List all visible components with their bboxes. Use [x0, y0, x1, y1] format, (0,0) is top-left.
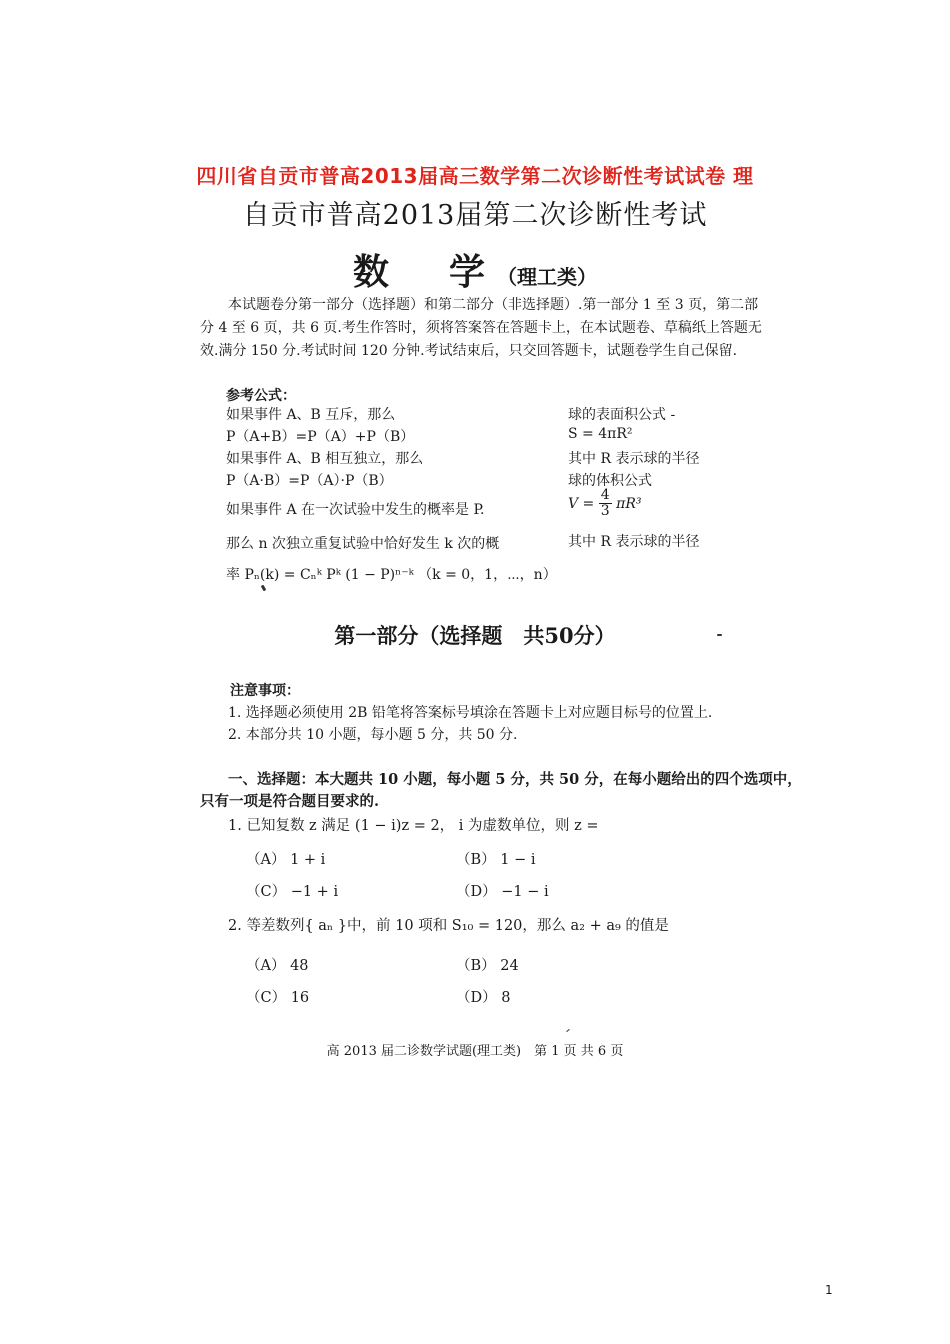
formula-left-6: 那么 n 次独立重复试验中恰好发生 k 次的概 — [226, 536, 500, 552]
part-intro-line: 一、选择题：本大题共 10 小题，每小题 5 分，共 50 分，在每小题给出的四个选项中， — [228, 771, 802, 788]
scan-speck — [717, 634, 722, 636]
reference-heading: 参考公式： — [226, 388, 296, 404]
volume-rhs: πR³ — [616, 495, 642, 512]
intro-line: 效.满分 150 分.考试时间 120 分钟.考试结束后，只交回答题卡，试题卷学生自己保留. — [200, 343, 738, 359]
formula-right-3: 其中 R 表示球的半径 — [568, 451, 700, 467]
formula-left-4: P（A·B）=P（A）·P（B） — [226, 473, 393, 489]
intro-line: 本试题卷分第一部分（选择题）和第二部分（非选择题）.第一部分 1 至 3 页，第二部 — [228, 297, 759, 313]
question-2-stem: 2. 等差数列{ aₙ }中，前 10 项和 S₁₀ = 120，那么 a₂ + a₉ 的值是 — [228, 918, 669, 934]
formula-right-2: S = 4πR² — [568, 426, 633, 442]
question-2-option-c: （C） 16 — [246, 990, 310, 1006]
page-footer: 高 2013 届二诊数学试题(理工类) 第 1 页 共 6 页 — [326, 1044, 624, 1059]
fraction-denominator: 3 — [600, 503, 610, 519]
volume-lhs: V = — [568, 495, 595, 512]
subject-heading — [0, 244, 950, 295]
question-2-option-d: （D） 8 — [456, 990, 511, 1006]
question-1-option-c: （C） −1 + i — [246, 884, 339, 900]
notice-heading: 注意事项： — [230, 683, 300, 699]
formula-right-1: 球的表面积公式 - — [568, 407, 676, 423]
part-intro-line: 只有一项是符合题目要求的. — [200, 793, 380, 810]
section-title: 第一部分（选择题 共50分） — [334, 623, 616, 648]
question-2-option-b: （B） 24 — [456, 958, 519, 974]
question-1-option-d: （D） −1 − i — [456, 884, 549, 900]
question-2-option-a: （A） 48 — [246, 958, 309, 974]
exam-title: 自贡市普高2013届第二次诊断性考试 — [242, 200, 708, 231]
sphere-volume-formula — [568, 488, 641, 528]
notice-item: 1. 选择题必须使用 2B 铅笔将答案标号填涂在答题卡上对应题目标号的位置上. — [228, 705, 713, 721]
notice-item: 2. 本部分共 10 小题，每小题 5 分，共 50 分. — [228, 727, 518, 743]
formula-left-2: P（A+B）=P（A）+P（B） — [226, 429, 415, 445]
fraction — [599, 488, 612, 519]
formula-left-5: 如果事件 A 在一次试验中发生的概率是 P. — [226, 502, 485, 518]
page-number: 1 — [825, 1283, 833, 1297]
formula-left-1: 如果事件 A、B 互斥，那么 — [226, 407, 396, 423]
fraction-numerator: 4 — [600, 487, 610, 503]
question-1-stem: 1. 已知复数 z 满足 (1 − i)z = 2， i 为虚数单位，则 z = — [228, 818, 599, 834]
formula-left-3: 如果事件 A、B 相互独立，那么 — [226, 451, 424, 467]
intro-line: 分 4 至 6 页，共 6 页.考生作答时，须将答案答在答题卡上，在本试题卷、草稿纸上答题无 — [200, 320, 762, 336]
document-title: 四川省自贡市普高2013届高三数学第二次诊断性考试试卷 理 — [196, 164, 754, 188]
question-1-option-a: （A） 1 + i — [246, 852, 326, 868]
question-1-option-b: （B） 1 − i — [456, 852, 536, 868]
formula-left-7: 率 Pₙ(k) = Cₙᵏ Pᵏ (1 − P)ⁿ⁻ᵏ （k = 0，1，⋯，n） — [226, 567, 557, 583]
subject-name: 数 学 — [352, 251, 497, 293]
subject-category: （理工类） — [497, 265, 597, 289]
intro-paragraph — [200, 294, 762, 363]
formula-right-4: 球的体积公式 — [568, 473, 652, 489]
formula-right-6: 其中 R 表示球的半径 — [568, 534, 700, 550]
